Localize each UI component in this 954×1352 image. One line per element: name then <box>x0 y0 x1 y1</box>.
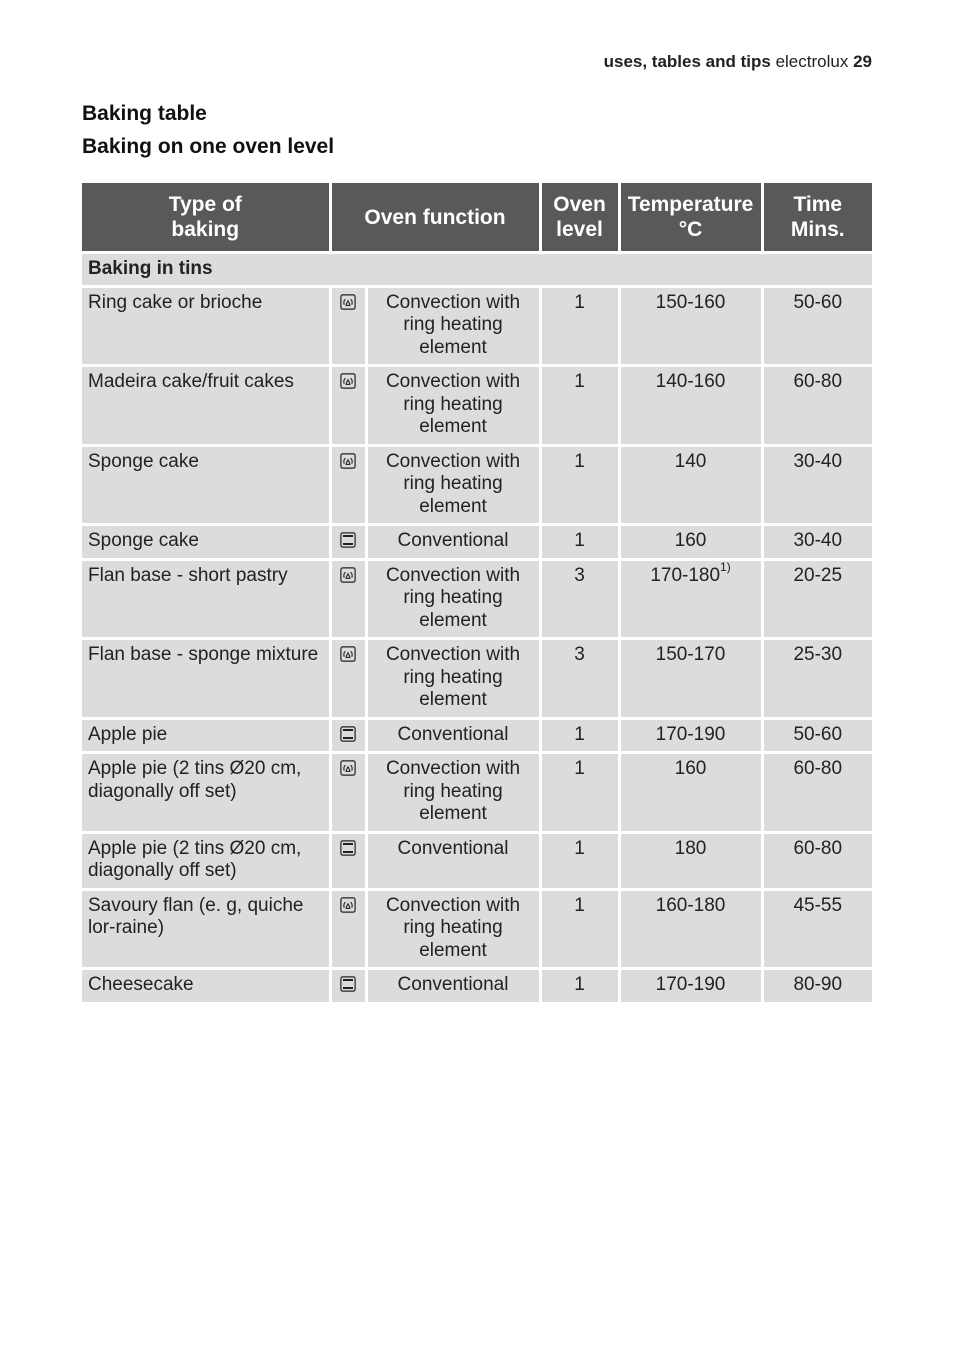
page-subtitle: Baking on one oven level <box>82 135 335 158</box>
oven-function-icon-cell <box>330 969 366 1004</box>
table-row <box>82 969 872 1004</box>
baking-type: Flan base - short pastry <box>82 559 330 639</box>
oven-function-icon-cell <box>330 639 366 719</box>
table-row <box>82 832 872 889</box>
oven-level: 1 <box>540 969 619 1004</box>
oven-function: Conventional <box>366 832 540 889</box>
baking-type: Cheesecake <box>82 969 330 1004</box>
table-row <box>82 445 872 525</box>
oven-function: Conventional <box>366 969 540 1004</box>
baking-table <box>82 180 872 1005</box>
temperature: 170-180$^{1)}$ <box>619 559 762 639</box>
table-row <box>82 889 872 969</box>
convection-ring-icon <box>340 294 356 310</box>
time: 80-90 <box>762 969 872 1004</box>
col-temperature-header: Temperature °C <box>619 182 762 253</box>
baking-type: Sponge cake <box>82 525 330 560</box>
oven-function: Convection with ring heating element <box>366 889 540 969</box>
temperature: 170-190 <box>619 969 762 1004</box>
oven-function-icon-cell <box>330 832 366 889</box>
oven-function: Convection with ring heating element <box>366 559 540 639</box>
conventional-icon <box>340 840 356 856</box>
oven-function-icon-cell <box>330 445 366 525</box>
baking-type: Apple pie <box>82 718 330 753</box>
oven-function-icon-cell <box>330 889 366 969</box>
oven-level: 1 <box>540 366 619 446</box>
convection-ring-icon <box>340 760 356 776</box>
table-header-row <box>82 182 872 253</box>
col-function-header: Oven function <box>330 182 540 253</box>
baking-type: Ring cake or brioche <box>82 286 330 366</box>
time: 60-80 <box>762 366 872 446</box>
baking-type: Apple pie (2 tins Ø20 cm, diagonally off set) <box>82 753 330 833</box>
section-label: Baking in tins <box>82 253 872 287</box>
oven-level: 1 <box>540 286 619 366</box>
section-row <box>82 253 872 287</box>
oven-function: Convection with ring heating element <box>366 639 540 719</box>
table-row <box>82 525 872 560</box>
oven-level: 3 <box>540 559 619 639</box>
time: 50-60 <box>762 286 872 366</box>
convection-ring-icon <box>340 453 356 469</box>
oven-function: Convection with ring heating element <box>366 753 540 833</box>
baking-type: Madeira cake/fruit cakes <box>82 366 330 446</box>
temperature: 160 <box>619 753 762 833</box>
oven-level: 1 <box>540 445 619 525</box>
time: 30-40 <box>762 445 872 525</box>
oven-function: Convection with ring heating element <box>366 286 540 366</box>
header-brand: electrolux <box>775 52 849 71</box>
conventional-icon <box>340 726 356 742</box>
conventional-icon <box>340 976 356 992</box>
table-row <box>82 639 872 719</box>
oven-function-icon-cell <box>330 559 366 639</box>
running-header <box>604 52 872 72</box>
oven-function-icon-cell <box>330 718 366 753</box>
time: 60-80 <box>762 753 872 833</box>
temperature: 180 <box>619 832 762 889</box>
oven-level: 3 <box>540 639 619 719</box>
oven-level: 1 <box>540 832 619 889</box>
col-time-header: Time Mins. <box>762 182 872 253</box>
temperature: 140 <box>619 445 762 525</box>
baking-type: Flan base - sponge mixture <box>82 639 330 719</box>
table-row <box>82 366 872 446</box>
temperature: 150-170 <box>619 639 762 719</box>
convection-ring-icon <box>340 897 356 913</box>
header-section: uses, tables and tips <box>603 52 771 71</box>
oven-function: Convection with ring heating element <box>366 366 540 446</box>
time: 60-80 <box>762 832 872 889</box>
baking-type: Savoury flan (e. g, quiche lor-raine) <box>82 889 330 969</box>
oven-function-icon-cell <box>330 753 366 833</box>
oven-level: 1 <box>540 718 619 753</box>
oven-function: Convection with ring heating element <box>366 445 540 525</box>
table-row <box>82 753 872 833</box>
oven-level: 1 <box>540 525 619 560</box>
time: 25-30 <box>762 639 872 719</box>
page-number: 29 <box>853 52 872 71</box>
oven-level: 1 <box>540 753 619 833</box>
convection-ring-icon <box>340 373 356 389</box>
page-title: Baking table <box>82 102 207 125</box>
temperature: 150-160 <box>619 286 762 366</box>
temperature: 160-180 <box>619 889 762 969</box>
table-row <box>82 286 872 366</box>
time: 50-60 <box>762 718 872 753</box>
time: 45-55 <box>762 889 872 969</box>
table-row <box>82 559 872 639</box>
baking-type: Sponge cake <box>82 445 330 525</box>
oven-function: Conventional <box>366 718 540 753</box>
convection-ring-icon <box>340 646 356 662</box>
oven-function-icon-cell <box>330 286 366 366</box>
col-level-header: Oven level <box>540 182 619 253</box>
oven-level: 1 <box>540 889 619 969</box>
oven-function-icon-cell <box>330 525 366 560</box>
temperature: 160 <box>619 525 762 560</box>
temperature: 140-160 <box>619 366 762 446</box>
temperature: 170-190 <box>619 718 762 753</box>
time: 30-40 <box>762 525 872 560</box>
baking-type: Apple pie (2 tins Ø20 cm, diagonally off set) <box>82 832 330 889</box>
convection-ring-icon <box>340 567 356 583</box>
oven-function-icon-cell <box>330 366 366 446</box>
conventional-icon <box>340 532 356 548</box>
footnote-marker: 1) <box>720 560 731 575</box>
col-type-header: Type of baking <box>82 182 330 253</box>
oven-function: Conventional <box>366 525 540 560</box>
table-row <box>82 718 872 753</box>
time: 20-25 <box>762 559 872 639</box>
